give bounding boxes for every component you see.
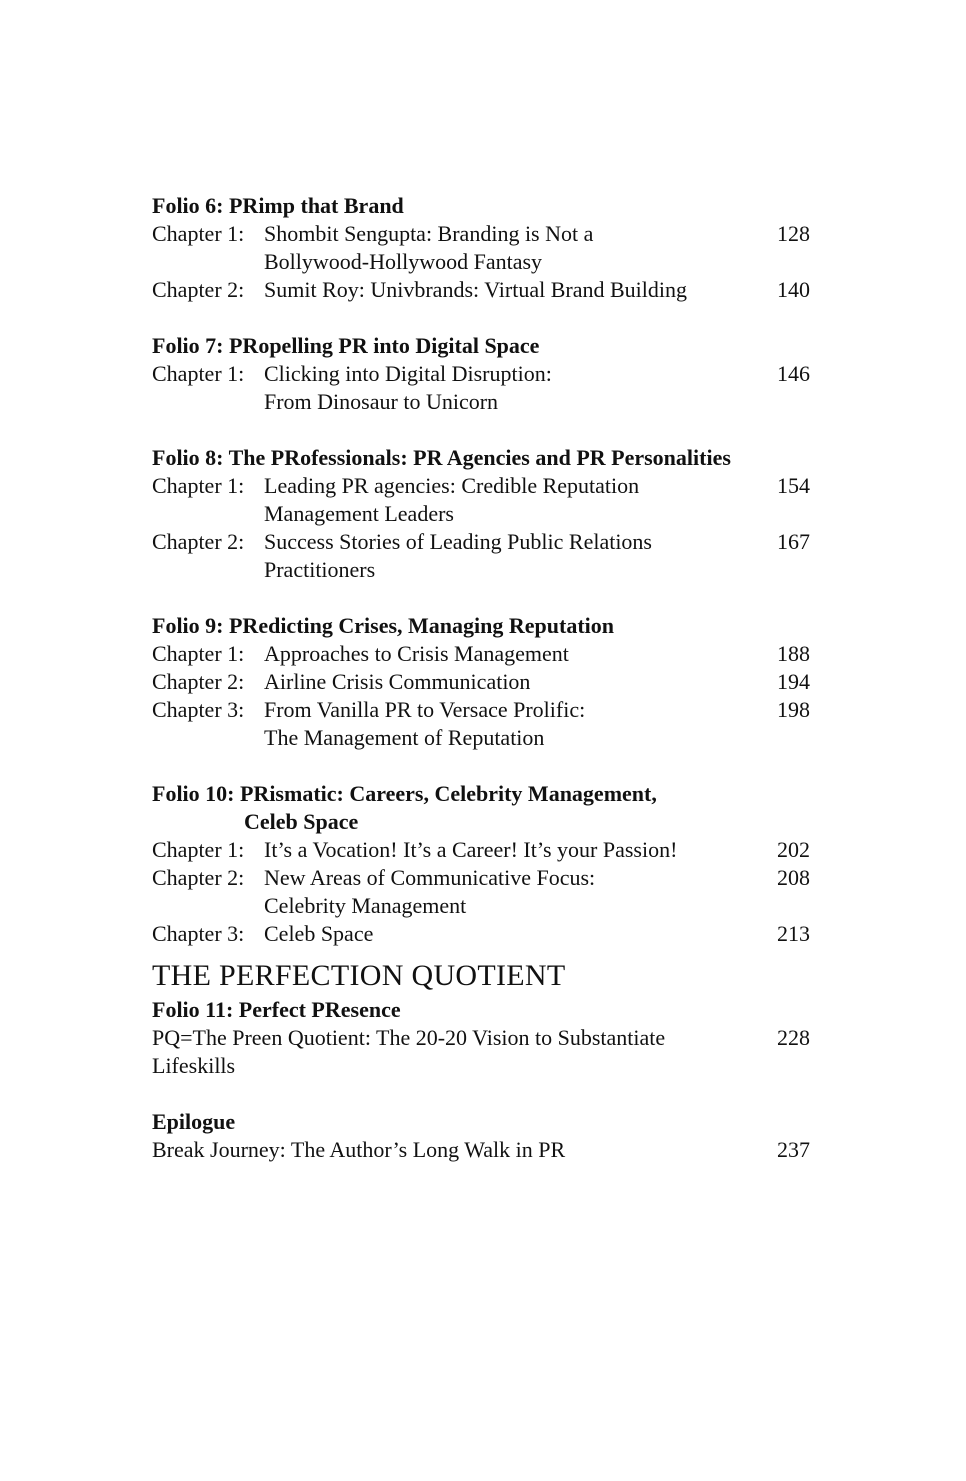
toc-entry[interactable] [152, 668, 812, 696]
chapter-label: Chapter 2: [152, 277, 245, 302]
chapter-label: Chapter 1: [152, 473, 245, 498]
page-number: 213 [777, 921, 810, 946]
chapter-title: New Areas of Communicative Focus: [264, 865, 596, 890]
folio-heading-continuation: Celeb Space [244, 809, 359, 834]
toc-entry[interactable] [152, 528, 812, 556]
page-number: 146 [777, 361, 810, 386]
toc-entry-continuation: Lifeskills [152, 1053, 236, 1078]
entry-title: PQ=The Preen Quotient: The 20-20 Vision to Substantiate [152, 1025, 666, 1050]
toc-entry-continuation: Management Leaders [264, 501, 454, 526]
chapter-label: Chapter 1: [152, 837, 245, 862]
chapter-label: Chapter 1: [152, 221, 245, 246]
page-number: 202 [777, 837, 810, 862]
folio-heading: Folio 11: Perfect PResence [152, 997, 401, 1022]
page-number: 140 [777, 277, 810, 302]
chapter-title: Clicking into Digital Disruption: [264, 361, 552, 386]
chapter-label: Chapter 2: [152, 865, 245, 890]
chapter-title: From Vanilla PR to Versace Prolific: [264, 697, 586, 722]
page-number: 167 [777, 529, 810, 554]
folio-heading: Folio 10: PRismatic: Careers, Celebrity Management, [152, 781, 657, 806]
page-number: 208 [777, 865, 810, 890]
page-number: 128 [777, 221, 810, 246]
chapter-label: Chapter 1: [152, 641, 245, 666]
toc-entry[interactable] [152, 276, 812, 304]
toc-entry[interactable] [152, 220, 812, 248]
toc-entry-continuation: Bollywood-Hollywood Fantasy [264, 249, 543, 274]
toc-entry[interactable] [152, 360, 812, 388]
page-number: 228 [777, 1025, 810, 1050]
toc-entry[interactable] [152, 920, 812, 948]
toc-entry[interactable] [152, 640, 812, 668]
chapter-title: Celeb Space [264, 921, 374, 946]
page-number: 188 [777, 641, 810, 666]
toc-entry[interactable] [152, 864, 812, 892]
page-number: 194 [777, 669, 810, 694]
chapter-label: Chapter 1: [152, 361, 245, 386]
page-number: 198 [777, 697, 810, 722]
chapter-title: Leading PR agencies: Credible Reputation [264, 473, 640, 498]
chapter-title: Success Stories of Leading Public Relations [264, 529, 652, 554]
toc-entry[interactable] [152, 836, 812, 864]
toc-entry-continuation: Practitioners [264, 557, 376, 582]
toc-entry[interactable] [152, 472, 812, 500]
epilogue-heading: Epilogue [152, 1109, 236, 1134]
chapter-title: Approaches to Crisis Management [264, 641, 569, 666]
toc-entry[interactable] [152, 1024, 812, 1052]
folio-heading: Folio 9: PRedicting Crises, Managing Reputation [152, 613, 614, 638]
entry-title: Break Journey: The Author’s Long Walk in PR [152, 1137, 566, 1162]
folio-heading: Folio 8: The PRofessionals: PR Agencies and PR Personalities [152, 445, 731, 470]
page-number: 237 [777, 1137, 810, 1162]
chapter-label: Chapter 2: [152, 529, 245, 554]
chapter-label: Chapter 3: [152, 921, 245, 946]
page-number: 154 [777, 473, 810, 498]
part-title: THE PERFECTION QUOTIENT [152, 959, 566, 992]
toc-entry-continuation: From Dinosaur to Unicorn [264, 389, 499, 414]
chapter-title: Sumit Roy: Univbrands: Virtual Brand Building [264, 277, 687, 302]
folio-heading: Folio 7: PRopelling PR into Digital Space [152, 333, 540, 358]
chapter-title: Shombit Sengupta: Branding is Not a [264, 221, 594, 246]
chapter-label: Chapter 3: [152, 697, 245, 722]
table-of-contents [152, 192, 812, 1164]
chapter-label: Chapter 2: [152, 669, 245, 694]
folio-heading: Folio 6: PRimp that Brand [152, 193, 404, 218]
toc-entry-continuation: The Management of Reputation [264, 725, 545, 750]
chapter-title: It’s a Vocation! It’s a Career! It’s your Passion! [264, 837, 678, 862]
toc-entry-continuation: Celebrity Management [264, 893, 467, 918]
toc-entry[interactable] [152, 1136, 812, 1164]
toc-entry[interactable] [152, 696, 812, 724]
chapter-title: Airline Crisis Communication [264, 669, 531, 694]
